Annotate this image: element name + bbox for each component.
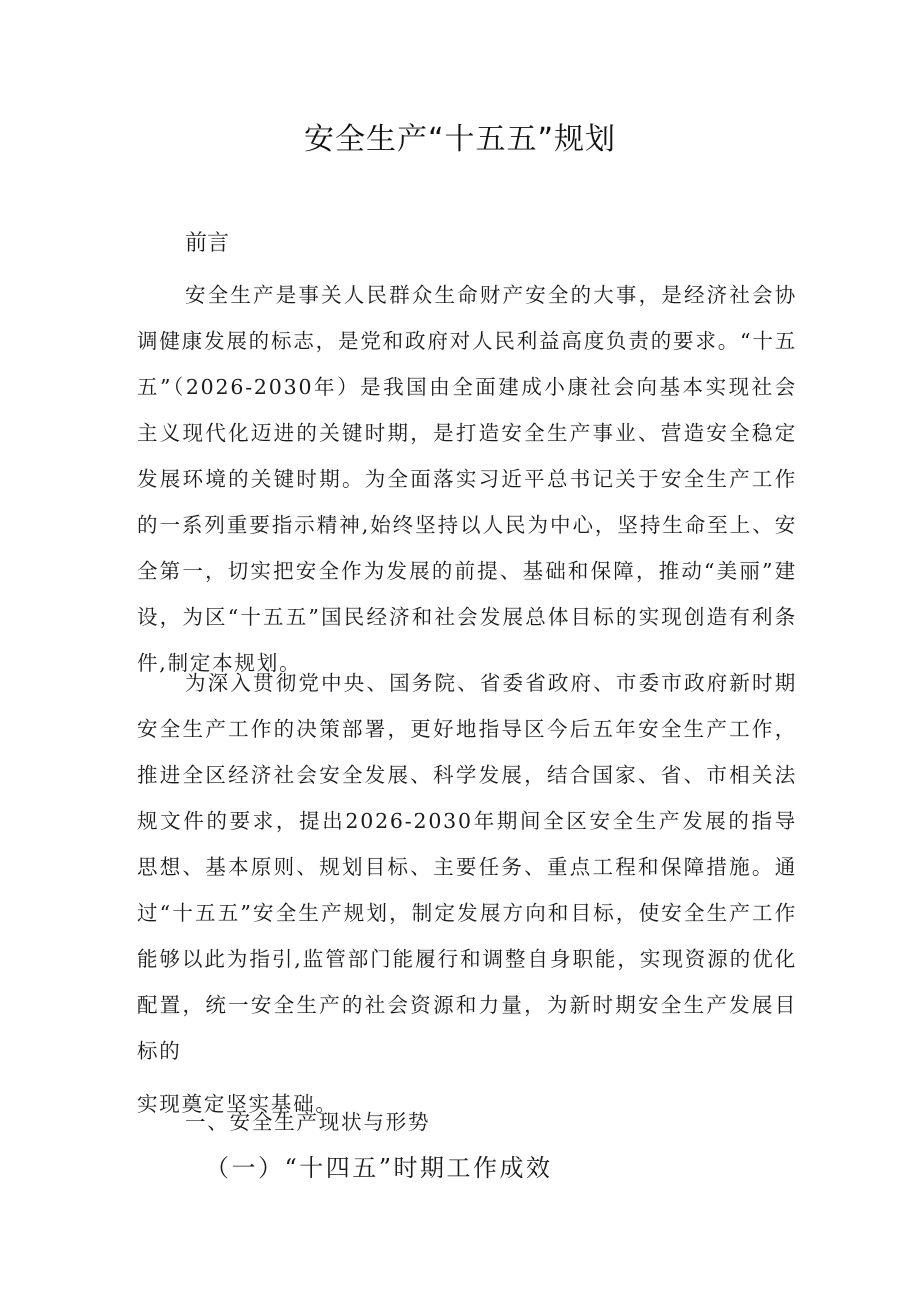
body-paragraph-2: 为深入贯彻党中央、国务院、省委省政府、市委市政府新时期安全生产工作的决策部署，更好地指导区今后五年安全生产工作，推进全区经济社会安全发展、科学发展，结合国家、省、市相关法规文件的要求，提出2026-2030年期间全区安全生产发展的指导思想、基本原则、规划目标、主要任务、重点工程和保障措施。通过“十五五”安全生产规划，制定发展方向和目标，使安全生产工作能够以此为指引,监管部门能履行和调整自身职能，实现资源的优化配置，统一安全生产的社会资源和力量，为新时期安全生产发展目标的 xyxy=(137,671,797,1063)
body-paragraph-1: 安全生产是事关人民群众生命财产安全的大事，是经济社会协调健康发展的标志，是党和政府对人民利益高度负责的要求。“十五五”（2026-2030年）是我国由全面建成小康社会向基本实现社会主义现代化迈进的关键时期，是打造安全生产事业、营造安全稳定发展环境的关键时期。为全面落实习近平总书记关于安全生产工作的一系列重要指示精神,始终坚持以人民为中心，坚持生命至上、安全第一，切实把安全作为发展的前提、基础和保障，推动“美丽”建设，为区“十五五”国民经济和社会发展总体目标的实现创造有利条件,制定本规划。 xyxy=(137,283,797,675)
document-title: 安全生产“十五五”规划 xyxy=(303,122,617,157)
subsection-heading-1: （一）“十四五”时期工作成效 xyxy=(205,1154,553,1182)
section-heading-1: 一、安全生产现状与形势 xyxy=(185,1110,431,1134)
preface-label: 前言 xyxy=(185,231,230,256)
body-paragraph-3: 实现奠定坚实基础。 xyxy=(137,1092,338,1116)
